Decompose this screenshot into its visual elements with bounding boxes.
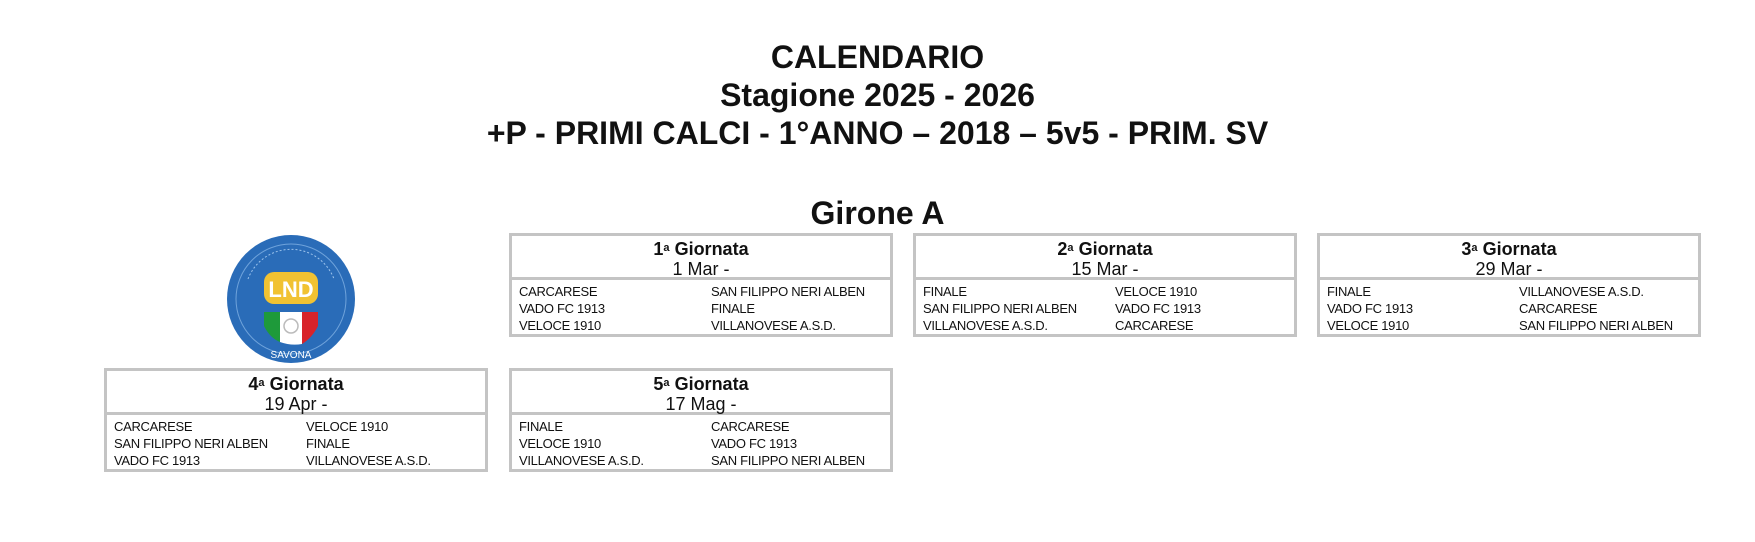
- match-row: [1327, 300, 1698, 317]
- match-row: [519, 300, 890, 317]
- home-team: SAN FILIPPO NERI ALBEN: [923, 301, 1077, 316]
- away-team: VADO FC 1913: [1115, 301, 1201, 316]
- home-team: SAN FILIPPO NERI ALBEN: [114, 436, 268, 451]
- away-team: VELOCE 1910: [306, 419, 388, 434]
- home-team: VADO FC 1913: [114, 453, 200, 468]
- match-row: [519, 418, 890, 435]
- round-ordinal: a: [1471, 242, 1478, 254]
- round-label: Giornata: [1482, 239, 1557, 259]
- round-header: [1320, 236, 1698, 280]
- round-title: [916, 239, 1294, 259]
- away-team: FINALE: [306, 436, 350, 451]
- home-team: CARCARESE: [519, 284, 598, 299]
- round-title: [1320, 239, 1698, 259]
- season-title: Stagione 2025 - 2026: [720, 77, 1035, 113]
- round-date: 17 Mag -: [665, 394, 737, 414]
- away-team: FINALE: [711, 301, 755, 316]
- round-ordinal: a: [1067, 242, 1074, 254]
- match-row: [923, 283, 1294, 300]
- round-header: [512, 371, 890, 415]
- away-team: SAN FILIPPO NERI ALBEN: [711, 453, 865, 468]
- match-list: [512, 280, 890, 334]
- match-row: [519, 452, 890, 469]
- round-card: [509, 368, 893, 472]
- match-row: [923, 300, 1294, 317]
- match-list: [916, 280, 1294, 334]
- round-number: 2: [1057, 239, 1068, 259]
- round-card: [913, 233, 1297, 337]
- match-row: [923, 317, 1294, 334]
- match-row: [114, 418, 485, 435]
- svg-text:SAVONA: SAVONA: [270, 350, 312, 361]
- home-team: FINALE: [519, 419, 563, 434]
- round-header: [107, 371, 485, 415]
- away-team: CARCARESE: [1115, 318, 1194, 333]
- svg-text:LND: LND: [268, 277, 314, 302]
- round-number: 5: [653, 374, 664, 394]
- round-ordinal: a: [663, 377, 670, 389]
- document-header: [0, 38, 1755, 152]
- round-number: 1: [653, 239, 664, 259]
- round-number: 3: [1461, 239, 1472, 259]
- round-date: 15 Mar -: [1071, 259, 1139, 279]
- round-number: 4: [248, 374, 259, 394]
- round-title: [512, 374, 890, 394]
- round-ordinal: a: [258, 377, 265, 389]
- away-team: VADO FC 1913: [711, 436, 797, 451]
- away-team: VILLANOVESE A.S.D.: [306, 453, 431, 468]
- home-team: VELOCE 1910: [1327, 318, 1409, 333]
- away-team: CARCARESE: [1519, 301, 1598, 316]
- round-title: [512, 239, 890, 259]
- round-label: Giornata: [674, 239, 749, 259]
- round-title: [107, 374, 485, 394]
- round-header: [916, 236, 1294, 280]
- match-list: [1320, 280, 1698, 334]
- round-date: 29 Mar -: [1475, 259, 1543, 279]
- match-row: [519, 435, 890, 452]
- match-list: [107, 415, 485, 469]
- home-team: VILLANOVESE A.S.D.: [923, 318, 1048, 333]
- round-label: Giornata: [269, 374, 344, 394]
- away-team: SAN FILIPPO NERI ALBEN: [1519, 318, 1673, 333]
- home-team: VELOCE 1910: [519, 318, 601, 333]
- home-team: FINALE: [923, 284, 967, 299]
- category-title: +P - PRIMI CALCI - 1°ANNO – 2018 – 5v5 - PRIM. SV: [486, 115, 1269, 151]
- lnd-savona-logo: [226, 234, 356, 364]
- match-row: [519, 317, 890, 334]
- match-row: [1327, 317, 1698, 334]
- group-title: Girone A: [810, 195, 945, 231]
- match-row: [519, 283, 890, 300]
- round-ordinal: a: [663, 242, 670, 254]
- round-card: [1317, 233, 1701, 337]
- match-row: [114, 435, 485, 452]
- away-team: SAN FILIPPO NERI ALBEN: [711, 284, 865, 299]
- match-row: [1327, 283, 1698, 300]
- home-team: FINALE: [1327, 284, 1371, 299]
- away-team: VELOCE 1910: [1115, 284, 1197, 299]
- home-team: CARCARESE: [114, 419, 193, 434]
- away-team: VILLANOVESE A.S.D.: [711, 318, 836, 333]
- round-date: 19 Apr -: [264, 394, 328, 414]
- away-team: CARCARESE: [711, 419, 790, 434]
- home-team: VADO FC 1913: [1327, 301, 1413, 316]
- calendar-title: CALENDARIO: [770, 39, 985, 75]
- round-card: [509, 233, 893, 337]
- match-row: [114, 452, 485, 469]
- round-card: [104, 368, 488, 472]
- home-team: VADO FC 1913: [519, 301, 605, 316]
- home-team: VILLANOVESE A.S.D.: [519, 453, 644, 468]
- round-date: 1 Mar -: [672, 259, 730, 279]
- round-label: Giornata: [674, 374, 749, 394]
- away-team: VILLANOVESE A.S.D.: [1519, 284, 1644, 299]
- match-list: [512, 415, 890, 469]
- home-team: VELOCE 1910: [519, 436, 601, 451]
- round-header: [512, 236, 890, 280]
- round-label: Giornata: [1078, 239, 1153, 259]
